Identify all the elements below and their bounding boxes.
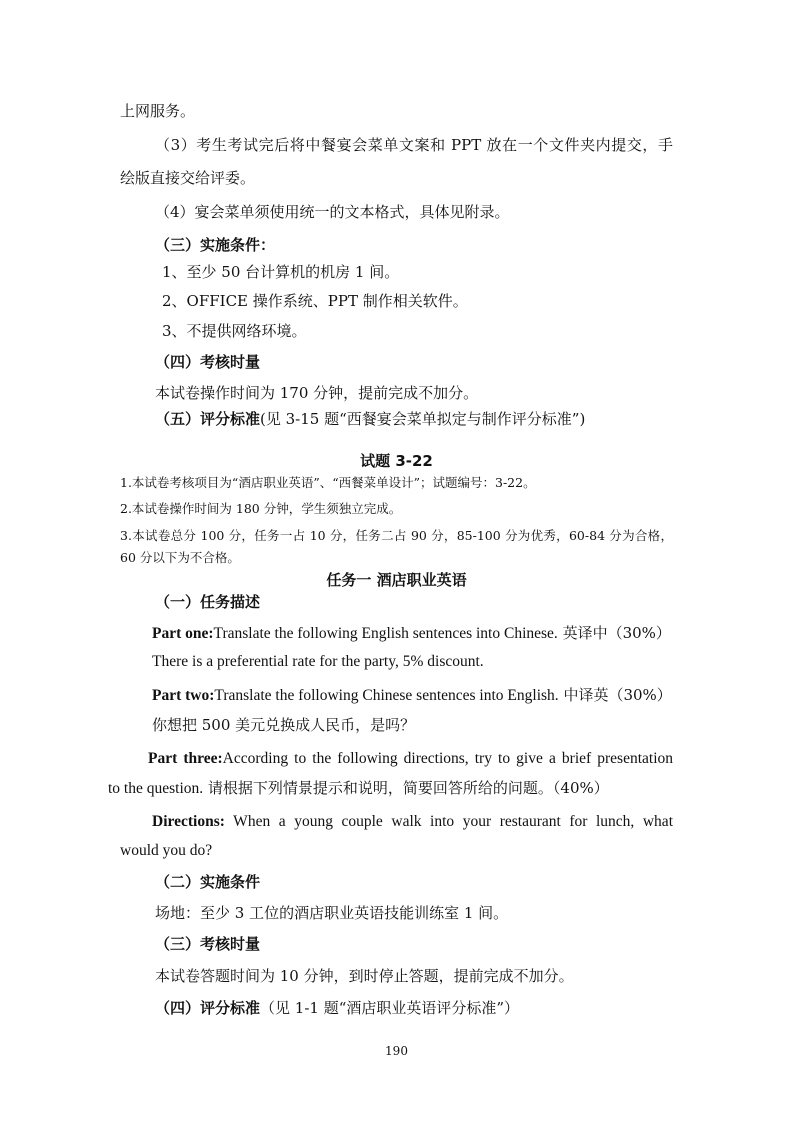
time-text: 本试卷答题时间为 10 分钟，到时停止答题，提前完成不加分。 bbox=[155, 967, 574, 985]
section-heading-conditions: （三）实施条件： bbox=[155, 236, 276, 254]
requirement-3: （3）考生考试完后将中餐宴会菜单文案和 PPT 放在一个文件夹内提交，手 bbox=[155, 136, 673, 154]
time-text: 本试卷操作时间为 170 分钟，提前完成不加分。 bbox=[155, 384, 479, 402]
part-one bbox=[152, 623, 671, 644]
part-two bbox=[152, 685, 672, 706]
part-two-sentence: 你想把 500 美元兑换成人民币，是吗？ bbox=[152, 716, 416, 734]
exam-note: 1.本试卷考核项目为“酒店职业英语”、“西餐菜单设计”；试题编号：3-22。 bbox=[120, 475, 536, 490]
scoring-reference: （见 1-1 题“酒店职业英语评分标准”） bbox=[260, 999, 520, 1017]
requirement-4: （4）宴会菜单须使用统一的文本格式，具体见附录。 bbox=[155, 203, 510, 221]
page-number: 190 bbox=[385, 1044, 408, 1058]
part-two-label: Part two: bbox=[152, 687, 215, 704]
exam-note: 3.本试卷总分 100 分，任务一占 10 分，任务二占 90 分，85-100 分为优秀，60-84 分为合格， bbox=[120, 528, 673, 543]
directions-label: Directions: bbox=[152, 813, 225, 830]
condition-item: 1、至少 50 台计算机的机房 1 间。 bbox=[162, 263, 400, 281]
section-heading-time: （四）考核时量 bbox=[155, 353, 261, 371]
scoring-label: （五）评分标准 bbox=[155, 410, 261, 428]
part-three-continuation bbox=[108, 778, 609, 799]
text-line: 绘版直接交给评委。 bbox=[120, 169, 256, 187]
scoring-reference: (见 3-15 题“西餐宴会菜单拟定与制作评分标准”) bbox=[260, 410, 586, 428]
part-one-weight: 英译中（30%） bbox=[557, 624, 671, 642]
directions-continuation: would you do? bbox=[120, 842, 213, 859]
exam-note: 2.本试卷操作时间为 180 分钟，学生须独立完成。 bbox=[120, 501, 402, 516]
section-heading-conditions: （二）实施条件 bbox=[155, 873, 261, 891]
part-three-instruction-end: to the question. bbox=[108, 780, 204, 797]
text-line: 上网服务。 bbox=[120, 102, 196, 120]
section-heading-scoring bbox=[155, 409, 585, 429]
part-one-label: Part one: bbox=[152, 625, 214, 642]
directions bbox=[152, 811, 673, 832]
section-heading-time: （三）考核时量 bbox=[155, 935, 261, 953]
condition-item: 3、不提供网络环境。 bbox=[162, 322, 307, 340]
part-three-label: Part three: bbox=[148, 750, 223, 767]
section-heading-scoring bbox=[155, 998, 519, 1018]
condition-item: 2、OFFICE 操作系统、PPT 制作相关软件。 bbox=[162, 292, 468, 310]
directions-text: When a young couple walk into your restaurant for lunch, what bbox=[224, 813, 673, 830]
part-one-instruction: Translate the following English sentences into Chinese. bbox=[213, 625, 558, 642]
conditions-text: 场地：至少 3 工位的酒店职业英语技能训练室 1 间。 bbox=[155, 904, 509, 922]
scoring-label: （四）评分标准 bbox=[155, 999, 261, 1017]
part-one-sentence: There is a preferential rate for the party, 5% discount. bbox=[152, 653, 484, 670]
exam-note: 60 分以下为不合格。 bbox=[120, 550, 240, 565]
task-title: 任务一 酒店职业英语 bbox=[326, 571, 467, 589]
section-heading-description: （一）任务描述 bbox=[155, 593, 261, 611]
part-three-chinese: 请根据下列情景提示和说明，简要回答所给的问题。（40%） bbox=[203, 779, 609, 797]
exam-title: 试题 3-22 bbox=[360, 452, 433, 470]
part-two-instruction: Translate the following Chinese sentences into English. bbox=[214, 687, 559, 704]
part-three bbox=[148, 748, 673, 769]
part-two-weight: 中译英（30%） bbox=[558, 686, 672, 704]
part-three-instruction: According to the following directions, try to give a brief presentation bbox=[222, 750, 674, 767]
